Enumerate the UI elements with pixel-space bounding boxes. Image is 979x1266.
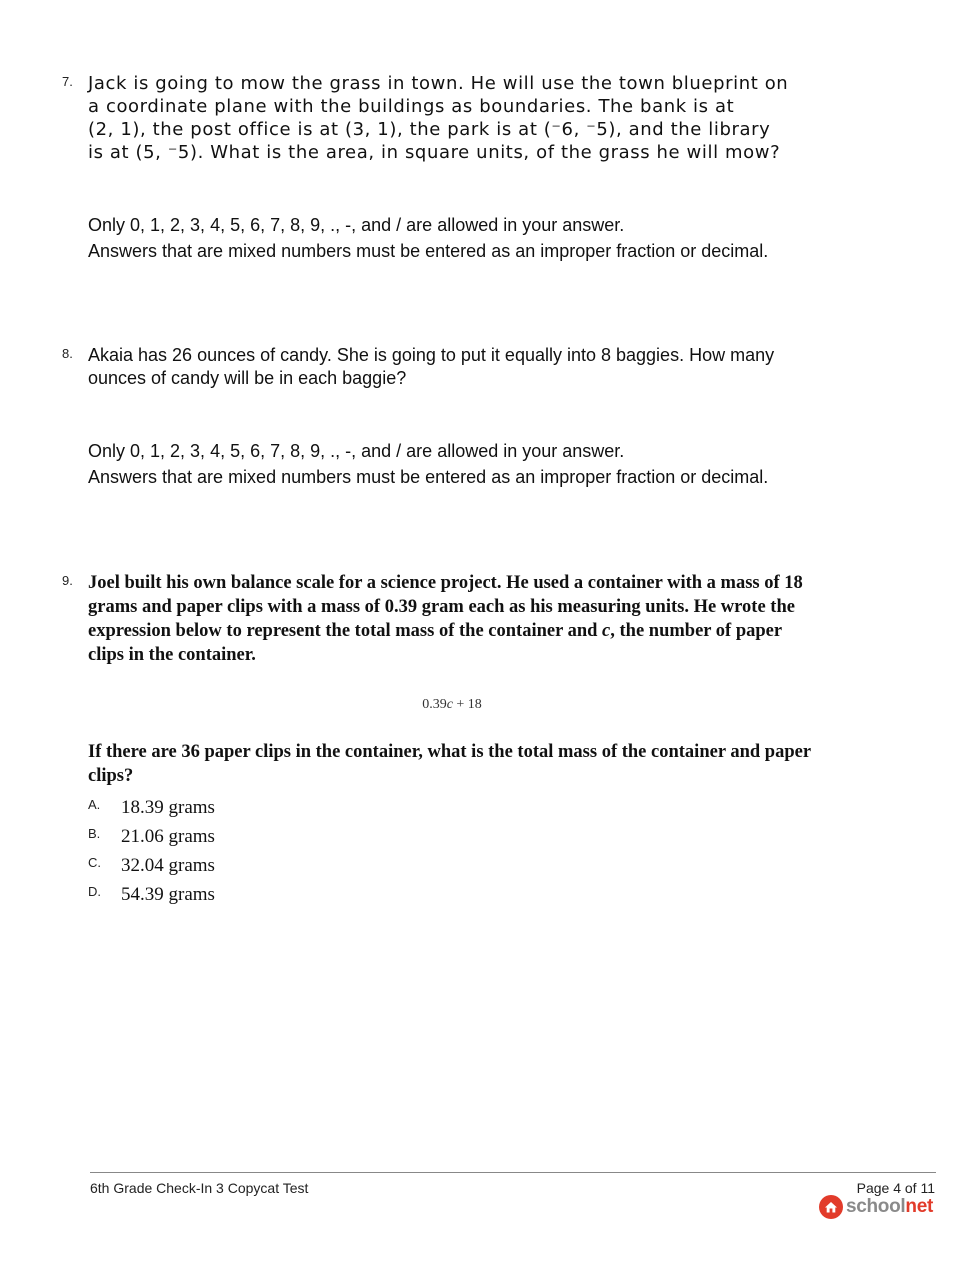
- option-text: 32.04 grams: [121, 855, 215, 876]
- allowed-characters-note: Only 0, 1, 2, 3, 4, 5, 6, 7, 8, 9, ., -, and / are allowed in your answer.: [88, 215, 625, 235]
- question-line: Joel built his own balance scale for a science project. He used a container with a mass of 18: [88, 573, 803, 593]
- answer-instructions: [88, 212, 842, 264]
- expr-constant: + 18: [452, 697, 482, 712]
- option-text: 21.06 grams: [121, 826, 215, 847]
- page-number: Page 4 of 11: [856, 1180, 935, 1196]
- option-a[interactable]: [88, 797, 488, 826]
- question-line: grams and paper clips with a mass of 0.39 gram each as his measuring units. He wrote the: [88, 597, 795, 617]
- option-letter: B.: [88, 826, 101, 841]
- option-letter: D.: [88, 884, 101, 899]
- question-line: Jack is going to mow the grass in town. He will use the town blueprint on: [88, 73, 789, 94]
- variable-c: c: [602, 621, 611, 641]
- question-number: 8.: [62, 346, 73, 361]
- question-line: [88, 619, 842, 643]
- test-title: 6th Grade Check-In 3 Copycat Test: [90, 1180, 309, 1196]
- option-d[interactable]: [88, 884, 488, 913]
- expr-variable: c: [446, 697, 453, 712]
- question-line: If there are 36 paper clips in the container, what is the total mass of the container and paper: [88, 742, 812, 762]
- text-span: , the number of paper: [610, 621, 783, 641]
- question-number: 7.: [62, 74, 73, 89]
- question-text: [88, 571, 842, 667]
- logo-school: school: [845, 1196, 906, 1217]
- mixed-numbers-note: Answers that are mixed numbers must be entered as an improper fraction or decimal.: [88, 467, 769, 487]
- question-line: a coordinate plane with the buildings as boundaries. The bank is at: [88, 96, 735, 117]
- question-line: Akaia has 26 ounces of candy. She is going to put it equally into 8 baggies. How many: [88, 345, 775, 365]
- schoolnet-logo: [819, 1195, 933, 1219]
- question-7: [62, 72, 842, 264]
- logo-net: net: [905, 1196, 933, 1217]
- question-line: ounces of candy will be in each baggie?: [88, 368, 407, 388]
- question-number: 9.: [62, 573, 73, 588]
- option-letter: C.: [88, 855, 101, 870]
- option-text: 18.39 grams: [121, 797, 215, 818]
- option-c[interactable]: [88, 855, 488, 884]
- question-9: [62, 571, 842, 921]
- question-line: clips?: [88, 766, 134, 786]
- question-text: [88, 344, 842, 390]
- allowed-characters-note: Only 0, 1, 2, 3, 4, 5, 6, 7, 8, 9, ., -, and / are allowed in your answer.: [88, 441, 625, 461]
- expression: [62, 697, 842, 713]
- expr-coefficient: 0.39: [422, 697, 447, 712]
- logo-wordmark: [846, 1196, 933, 1218]
- option-text: 54.39 grams: [121, 884, 215, 905]
- option-b[interactable]: [88, 826, 488, 855]
- footer-divider: [90, 1172, 936, 1173]
- answer-instructions: [88, 438, 842, 490]
- option-letter: A.: [88, 797, 101, 812]
- mixed-numbers-note: Answers that are mixed numbers must be entered as an improper fraction or decimal.: [88, 241, 769, 261]
- text-span: expression below to represent the total mass of the container and: [88, 621, 603, 641]
- question-line: is at (5, ⁻5). What is the area, in square units, of the grass he will mow?: [88, 142, 781, 163]
- question-line: clips in the container.: [88, 645, 256, 665]
- answer-options: [88, 797, 488, 913]
- house-icon: [819, 1195, 843, 1219]
- question-prompt: [88, 740, 868, 788]
- question-8: [62, 344, 842, 490]
- question-line: (2, 1), the post office is at (3, 1), the park is at (⁻6, ⁻5), and the library: [88, 119, 771, 140]
- question-text: [88, 72, 842, 164]
